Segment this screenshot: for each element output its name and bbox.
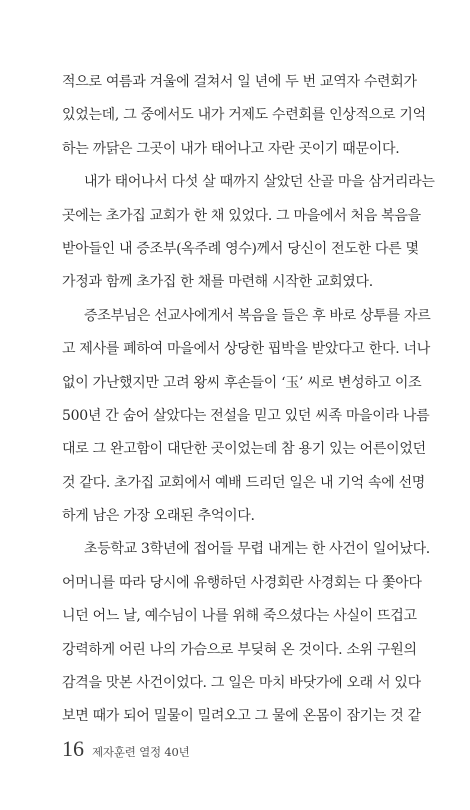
text-line: 곳에는 초가집 교회가 한 채 있었다. 그 마을에서 처음 복음을 (62, 207, 421, 224)
page-number: 16 (62, 736, 84, 761)
text-line: 초등학교 3학년에 접어들 무렵 내게는 한 사건이 일어났다. (84, 541, 430, 558)
text-line: 강력하게 어린 나의 가슴으로 부딪혀 온 것이다. 소위 구원의 (62, 641, 417, 658)
text-line: 보면 때가 되어 밀물이 밀려오고 그 물에 온몸이 잠기는 것 같 (62, 708, 421, 725)
text-line: 감격을 맛본 사건이었다. 그 일은 마치 바닷가에 오래 서 있다 (62, 675, 421, 692)
text-line: 가정과 함께 초가집 한 채를 마련해 시작한 교회였다. (62, 274, 373, 291)
text-line: 있었는데, 그 중에서도 내가 거제도 수련회를 인상적으로 기억 (62, 107, 426, 124)
text-line: 500년 간 숨어 살았다는 전설을 믿고 있던 씨족 마을이라 나름 (62, 407, 430, 424)
text-line: 받아들인 내 증조부(옥주례 영수)께서 당신이 전도한 다른 몇 (62, 240, 419, 257)
body-text (62, 66, 448, 734)
text-line: 증조부님은 선교사에게서 복음을 들은 후 바로 상투를 자르 (84, 307, 431, 324)
text-line: 없이 가난했지만 고려 왕씨 후손들이 ‘玉’ 씨로 변성하고 이조 (62, 374, 422, 391)
text-line: 것 같다. 초가집 교회에서 예배 드리던 일은 내 기억 속에 선명 (62, 474, 426, 491)
text-line: 대로 그 완고함이 대단한 곳이었는데 참 용기 있는 어른이었던 (62, 441, 426, 458)
text-line: 고 제사를 폐하여 마을에서 상당한 핍박을 받았다고 한다. 너나 (62, 341, 430, 358)
text-line: 내가 태어나서 다섯 살 때까지 살았던 산골 마을 삼거리라는 (84, 174, 435, 191)
text-line: 적으로 여름과 겨울에 걸쳐서 일 년에 두 번 교역자 수련회가 (62, 74, 417, 90)
text-line: 니던 어느 날, 예수님이 나를 위해 죽으셨다는 사실이 뜨겁고 (62, 608, 417, 625)
page-footer (62, 736, 190, 766)
text-line: 하는 까닭은 그곳이 내가 태어나고 자란 곳이기 때문이다. (62, 140, 400, 157)
text-line: 하게 남은 가장 오래된 추억이다. (62, 508, 255, 525)
running-title: 제자훈련 열정 40년 (92, 745, 190, 759)
text-line: 어머니를 따라 당시에 유행하던 사경회란 사경회는 다 쫓아다 (62, 574, 422, 591)
